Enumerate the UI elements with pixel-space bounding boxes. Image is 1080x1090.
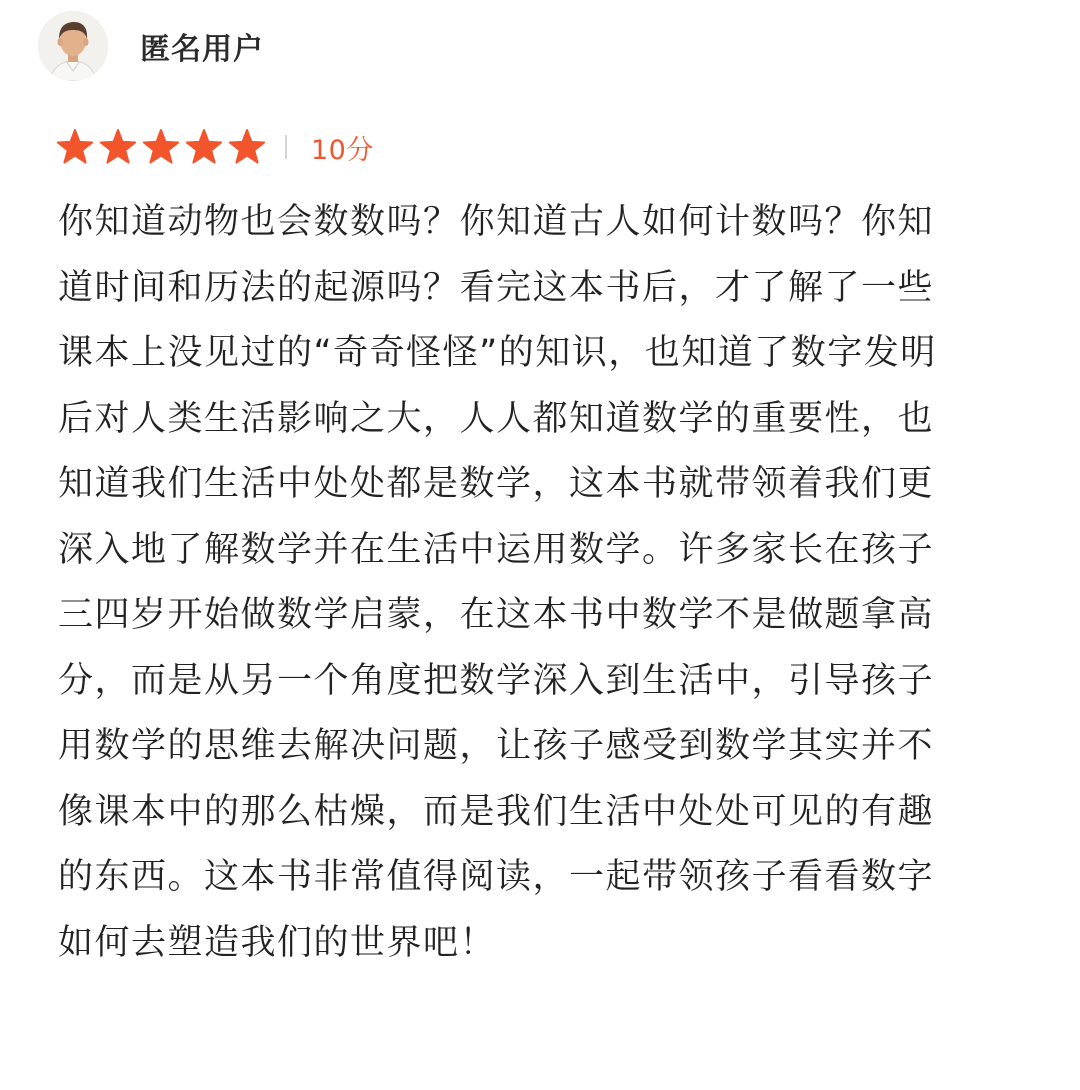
- review-text-line: 课本上没见过的“奇奇怪怪”的知识，也知道了数字发明: [58, 333, 937, 373]
- star-icon: [142, 128, 180, 166]
- star-icon: [99, 128, 137, 166]
- star-icon: [185, 128, 223, 166]
- username[interactable]: 匿名用户: [140, 32, 264, 67]
- star-icon: [228, 128, 266, 166]
- review-header: [38, 10, 264, 82]
- review-text-line: 如何去塑造我们的世界吧！: [58, 922, 497, 963]
- review-text-line: 深入地了解数学并在生活中运用数学。许多家长在孩子: [58, 529, 935, 570]
- review-text-line: 用数学的思维去解决问题，让孩子感受到数学其实并不: [58, 726, 935, 766]
- review-text-line: 分，而是从另一个角度把数学深入到生活中，引导孩子: [58, 660, 935, 701]
- star-icon: [56, 128, 94, 166]
- review-text-line: 道时间和历法的起源吗？看完这本书后，才了解了一些: [58, 267, 935, 308]
- star-rating: [56, 128, 271, 166]
- default-user-avatar-icon: [38, 11, 108, 81]
- review-text-line: 的东西。这本书非常值得阅读，一起带领孩子看看数字: [58, 857, 935, 897]
- rating-divider: [285, 135, 287, 159]
- review-text-line: 知道我们生活中处处都是数学，这本书就带领着我们更: [58, 464, 935, 504]
- review-text-line: 像课本中的那么枯燥，而是我们生活中处处可见的有趣: [58, 791, 935, 832]
- rating-score: 10分: [311, 134, 374, 166]
- avatar[interactable]: [38, 11, 108, 81]
- review-text-line: 你知道动物也会数数吗？你知道古人如何计数吗？你知: [58, 202, 935, 242]
- rating-row: [56, 124, 374, 170]
- review-text-line: 后对人类生活影响之大，人人都知道数学的重要性，也: [58, 398, 935, 439]
- review-text: [58, 190, 1006, 976]
- review-text-line: 三四岁开始做数学启蒙，在这本书中数学不是做题拿高: [58, 595, 935, 635]
